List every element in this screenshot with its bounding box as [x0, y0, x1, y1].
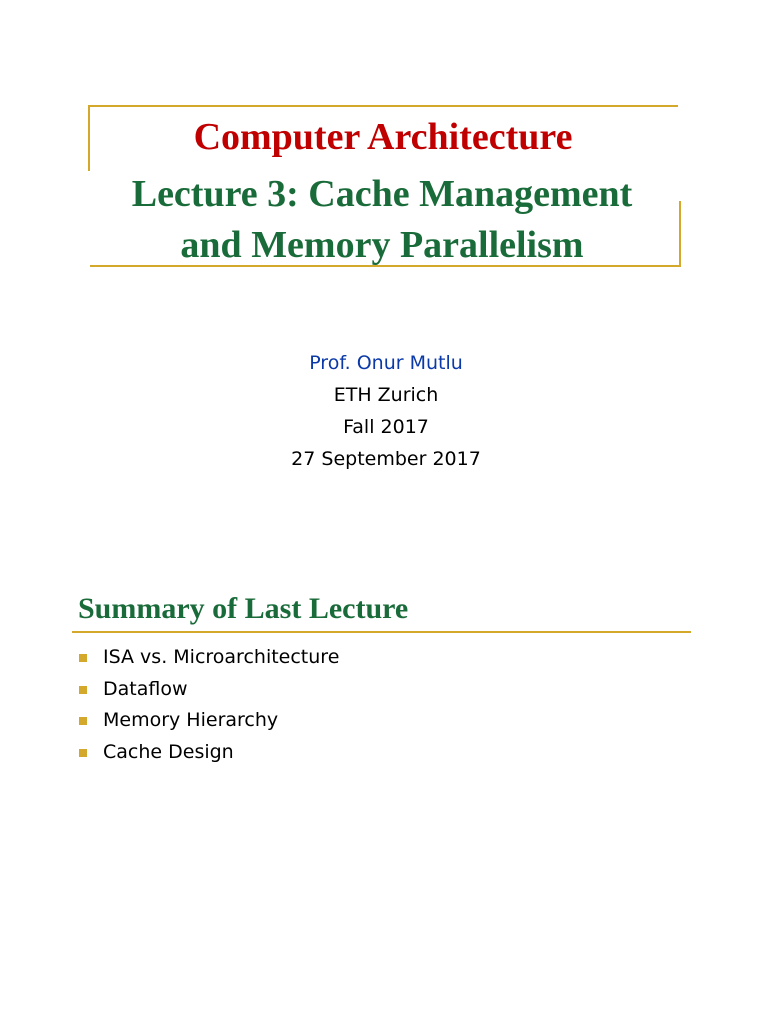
summary-slide	[0, 560, 768, 1024]
list-item-text: Memory Hierarchy	[103, 709, 279, 731]
list-item	[78, 705, 339, 737]
list-item	[78, 642, 339, 674]
slide-heading: Summary of Last Lecture	[78, 592, 409, 625]
lecture-title-line-2: and Memory Parallelism	[180, 224, 584, 266]
lecture-info	[0, 347, 768, 475]
list-item-text: ISA vs. Microarchitecture	[103, 646, 340, 668]
lecture-date: 27 September 2017	[291, 448, 481, 470]
square-bullet-icon	[79, 654, 87, 662]
square-bullet-icon	[79, 717, 87, 725]
term: Fall 2017	[343, 416, 429, 438]
square-bullet-icon	[79, 686, 87, 694]
author-name: Prof. Onur Mutlu	[309, 352, 463, 374]
lecture-title-line-1: Lecture 3: Cache Management	[131, 173, 633, 215]
list-item	[78, 737, 339, 769]
institution: ETH Zurich	[333, 384, 439, 406]
course-title: Computer Architecture	[193, 116, 573, 158]
square-bullet-icon	[79, 749, 87, 757]
bullet-list	[78, 642, 339, 768]
list-item-text: Cache Design	[103, 740, 234, 763]
list-item-text: Dataflow	[103, 677, 188, 700]
heading-rule	[72, 631, 691, 633]
lecture-title	[0, 169, 764, 271]
frame-top-border	[88, 105, 678, 107]
list-item	[78, 674, 339, 706]
